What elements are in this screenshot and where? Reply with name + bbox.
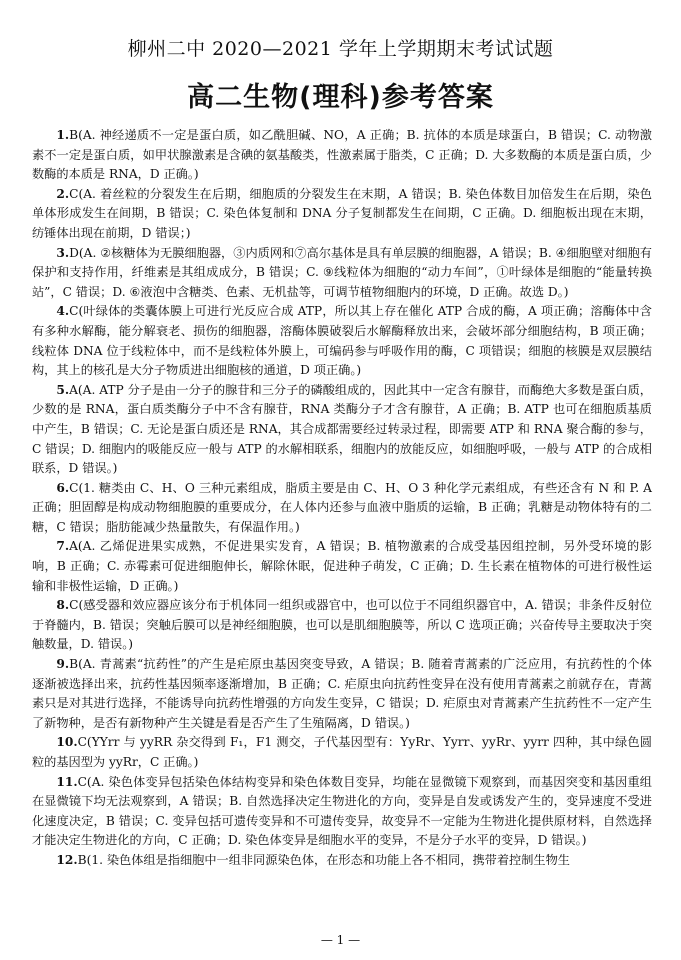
answer-number: 7. (56, 539, 70, 554)
answer-text: A(A. ATP 分子是由一分子的腺苷和三分子的磷酸组成的，因此其中一定含有腺苷，而酶绝大多数是蛋白质，少数的是 RNA，蛋白质类酶分子中不含有腺苷，RNA 类酶分子才含有腺苷，A 正确；B. ATP 也可在细胞质基质中产生，B 错误；C. 无论是蛋白质还是 RNA，其合成都需要经过转录过程，即需要 ATP 和 RNA 聚合酶的参与，C 错误；D. 细胞内的吸能反应一般与 ATP 的水解相联系，细胞内的放能反应，如细胞呼吸，一般与 ATP 的合成相联系，D 错误。) (32, 382, 652, 476)
answer-list (32, 126, 652, 871)
answer-text: C(1. 糖类由 C、H、O 三种元素组成，脂质主要是由 C、H、O 3 种化学元素组成，有些还含有 N 和 P. A 正确；胆固醇是构成动物细胞膜的重要成分，在人体内还参与血液中脂质的运输，B 正确；乳糖是动物体特有的二糖，C 错误；脂肪能减少热量散失，有保温作用。) (32, 480, 652, 534)
answer-item-8 (32, 596, 652, 655)
answer-text: B(A. 神经递质不一定是蛋白质，如乙酰胆碱、NO，A 正确；B. 抗体的本质是球蛋白，B 错误；C. 动物激素不一定是蛋白质，如甲状腺激素是含碘的氨基酸类，性激素属于脂类，C 正确；D. 大多数酶的本质是蛋白质，少数酶的本质是 RNA，D 正确。) (32, 128, 652, 182)
answer-text: C(YYrr 与 yyRR 杂交得到 F₁，F1 测交，子代基因型有：YyRr、Yyrr、yyRr、yyrr 四种，其中绿色圆粒的基因型为 yyRr，C 正确。) (32, 735, 652, 769)
answer-number: 9. (56, 657, 70, 672)
answer-item-1 (32, 126, 652, 185)
answer-item-2 (32, 185, 652, 244)
answer-item-7 (32, 537, 652, 596)
answer-item-9 (32, 655, 652, 733)
answer-item-12 (32, 851, 652, 871)
document-title: 高二生物(理科)参考答案 (187, 82, 494, 113)
answer-number: 3. (56, 245, 70, 260)
answer-number: 5. (56, 382, 70, 397)
answer-item-4 (32, 302, 652, 380)
answer-text: C(叶绿体的类囊体膜上可进行光反应合成 ATP，所以其上存在催化 ATP 合成的酶，A 项正确；溶酶体中含有多种水解酶，能分解衰老、损伤的细胞器，溶酶体膜破裂后水解酶释放出来，会破坏部分细胞结构，B 项正确；线粒体 DNA 位于线粒体中，而不是线粒体外膜上，可编码参与呼吸作用的酶，C 项错误；细胞的核膜是双层膜结构，其上的核孔是大分子物质进出细胞核的通道，D 项正确。) (32, 304, 652, 378)
answer-number: 6. (56, 480, 70, 495)
exam-header-title: 柳州二中 2020—2021 学年上学期期末考试试题 (127, 38, 554, 60)
answer-item-5 (32, 381, 652, 479)
answer-item-3 (32, 244, 652, 303)
answer-text: C(A. 染色体变异包括染色体结构变异和染色体数目变异，均能在显微镜下观察到，而基因突变和基因重组在显微镜下均无法观察到，A 错误；B. 自然选择决定生物进化的方向，变异是自发或诱发产生的，变异速度不受进化速度决定，B 错误；C. 变异包括可遗传变异和不可遗传变异，故变异不一定能为生物进化提供原材料，自然选择才能决定生物进化的方向，C 正确；D. 染色体变异是细胞水平的变异，不是分子水平的变异，D 错误。) (32, 774, 652, 848)
answer-item-11 (32, 773, 652, 851)
answer-text: A(A. 乙烯促进果实成熟，不促进果实发育，A 错误；B. 植物激素的合成受基因组控制，另外受环境的影响，B 正确；C. 赤霉素可促进细胞伸长，解除休眠，促进种子萌发，C 正确；D. 生长素在植物体的可进行极性运输和非极性运输，D 正确。) (32, 539, 652, 593)
page-number: — 1 — (320, 933, 361, 947)
answer-item-6 (32, 479, 652, 538)
answer-text: B(A. 青蒿素“抗药性”的产生是疟原虫基因突变导致，A 错误；B. 随着青蒿素的广泛应用，有抗药性的个体逐渐被选择出来，抗药性基因频率逐渐增加，B 正确；C. 疟原虫向抗药性变异在没有使用青蒿素之前就存在，青蒿素只是对其进行选择，不能诱导向抗药性增强的方向发生变异，C 错误；D. 疟原虫对青蒿素产生抗药性不一定产生了新物种，是否有新物种产生关键是看是否产生了生殖隔离，D 错误。) (32, 657, 652, 730)
answer-number: 11. (56, 774, 78, 789)
answer-item-10 (32, 733, 652, 772)
answer-number: 1. (56, 128, 70, 142)
answer-text: D(A. ②核糖体为无膜细胞器，③内质网和⑦高尔基体是具有单层膜的细胞器，A 错误；B. ④细胞壁对细胞有保护和支持作用，纤维素是其组成成分，B 错误；C. ⑨线粒体为细胞的“动力车间”，①叶绿体是细胞的“能量转换站”，C 错误；D. ⑥液泡中含糖类、色素、无机盐等，可调节植物细胞内的环境，D 正确。故选 D。) (32, 245, 652, 299)
answer-number: 10. (56, 735, 78, 750)
answer-number: 12. (56, 852, 78, 867)
answer-text: B(1. 染色体组是指细胞中一组非同源染色体，在形态和功能上各不相同，携带着控制生物生 (77, 852, 570, 867)
answer-number: 2. (56, 186, 70, 201)
answer-text: C(感受器和效应器应该分布于机体同一组织或器官中，也可以位于不同组织器官中，A. 错误；非条件反射位于脊髓内，B. 错误；突触后膜可以是神经细胞膜，也可以是肌细胞膜等，所以 C 选项正确；兴奋传导主要取决于突触数量，D. 错误。) (32, 598, 652, 652)
answer-number: 4. (56, 304, 70, 319)
answer-text: C(A. 着丝粒的分裂发生在后期，细胞质的分裂发生在末期，A 错误；B. 染色体数目加倍发生在后期，染色单体形成发生在间期，B 错误；C. 染色体复制和 DNA 分子复制都发生在间期，C 正确。D. 细胞板出现在末期，纺锤体出现在前期，D 错误；) (32, 186, 652, 240)
answer-number: 8. (56, 598, 70, 613)
